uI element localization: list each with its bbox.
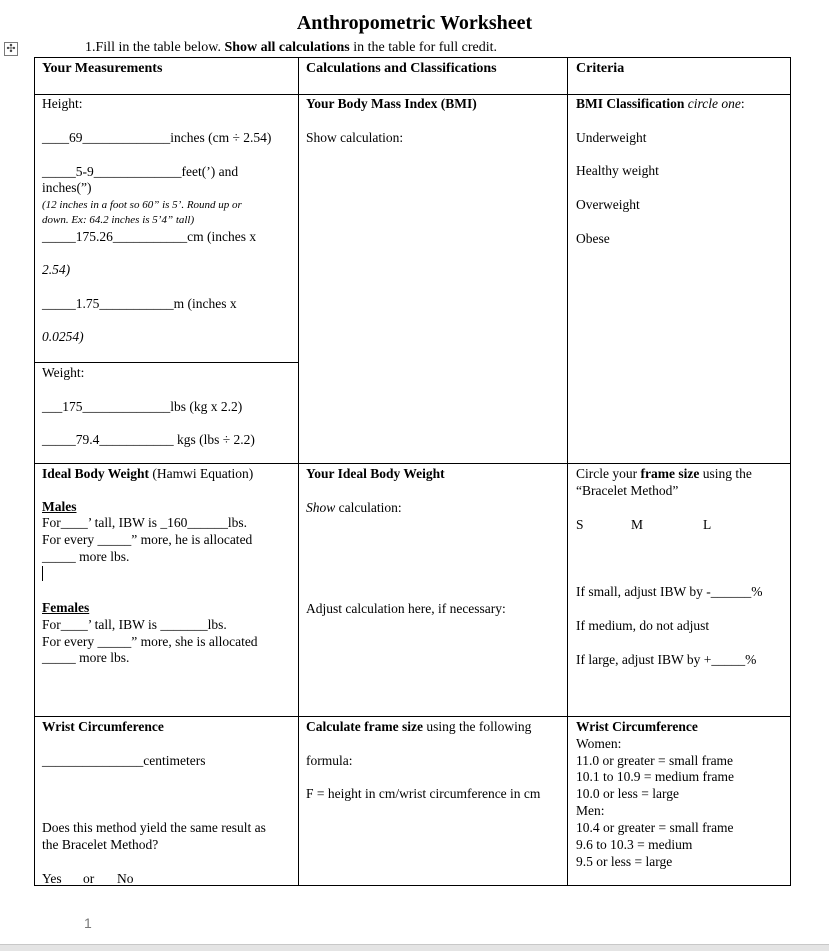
large-adjust-field[interactable]: If large, adjust IBW by +_____% [576,652,757,667]
males-ibw-field[interactable]: For____’ tall, IBW is _160______lbs. [42,515,247,530]
table-move-handle-icon[interactable]: ✣ [4,42,18,56]
frame-option-large[interactable]: L [703,517,712,532]
bmi-show-calculation[interactable]: Show calculation: [306,130,404,145]
your-ibw-heading: Your Ideal Body Weight [306,466,445,481]
col-divider-1 [298,57,299,886]
males-allocation-field[interactable]: _____ more lbs. [42,549,130,564]
table-border-bottom [34,885,791,886]
header-your-measurements: Your Measurements [42,61,163,76]
height-m-field-cont: 0.0254) [42,329,84,344]
ibw-heading: Ideal Body Weight (Hamwi Equation) [42,466,254,481]
frame-option-small[interactable]: S [576,517,584,532]
height-cm-field-cont: 2.54) [42,262,71,277]
rounding-note-cont: down. Ex: 64.2 inches is 5’4” tall) [42,214,195,226]
height-label: Height: [42,96,83,111]
ibw-show-calculation[interactable]: Show calculation: [306,500,402,515]
header-criteria: Criteria [576,61,625,76]
height-feet-field[interactable]: _____5-9_____________feet(’) and [42,164,239,179]
criteria-men-large: 9.5 or less = large [576,854,673,869]
bmi-option-overweight[interactable]: Overweight [576,197,640,212]
method-question: Does this method yield the same result as [42,820,266,835]
ibw-adjust-calculation[interactable]: Adjust calculation here, if necessary: [306,601,506,616]
rounding-note: (12 inches in a foot so 60” is 5’. Round up or [42,199,242,211]
height-weight-divider [34,362,299,363]
frame-size-instruction: Circle your frame size using the [576,466,752,481]
males-increment-field[interactable]: For every _____” more, he is allocated [42,532,253,547]
height-feet-field-cont: inches(”) [42,180,92,195]
females-heading: Females [42,600,90,615]
answer-no[interactable]: No [117,871,134,886]
worksheet-title: Anthropometric Worksheet [296,12,533,34]
answer-or: or [83,871,95,886]
criteria-women-medium: 10.1 to 10.9 = medium frame [576,769,734,784]
table-border-right [790,57,791,886]
instructions: 1.Fill in the table below. Show all calculations in the table for full credit. [85,40,498,55]
bmi-classification-heading: BMI Classification circle one: [576,96,745,111]
row3-divider [34,716,791,717]
criteria-women-large: 10.0 or less = large [576,786,679,801]
page-number: 1 [84,915,92,931]
height-inches-field[interactable]: ____69_____________inches (cm ÷ 2.54) [42,130,272,145]
header-calculations: Calculations and Classifications [306,61,497,76]
criteria-men-medium: 9.6 to 10.3 = medium [576,837,693,852]
weight-label: Weight: [42,365,85,380]
criteria-men-small: 10.4 or greater = small frame [576,820,734,835]
weight-kg-field[interactable]: _____79.4___________ kgs (lbs ÷ 2.2) [42,432,255,447]
small-adjust-field[interactable]: If small, adjust IBW by -______% [576,584,763,599]
height-m-field[interactable]: _____1.75___________m (inches x [42,296,237,311]
wrist-heading: Wrist Circumference [42,719,164,734]
weight-lbs-field[interactable]: ___175_____________lbs (kg x 2.2) [42,399,243,414]
criteria-women-small: 11.0 or greater = small frame [576,753,734,768]
row2-divider [34,463,791,464]
bmi-option-underweight[interactable]: Underweight [576,130,647,145]
table-border-left [34,57,35,886]
frame-formula: F = height in cm/wrist circumference in cm [306,786,541,801]
criteria-women-label: Women: [576,736,622,751]
bmi-option-obese[interactable]: Obese [576,231,610,246]
frame-size-instruction-cont: “Bracelet Method” [576,483,679,498]
method-question-cont: the Bracelet Method? [42,837,159,852]
answer-yes[interactable]: Yes [42,871,62,886]
table-border-top [34,57,791,58]
text-cursor [42,566,43,581]
formula-label: formula: [306,753,353,768]
wrist-criteria-heading: Wrist Circumference [576,719,698,734]
col-divider-2 [567,57,568,886]
wrist-cm-field[interactable]: _______________centimeters [42,753,206,768]
height-cm-field[interactable]: _____175.26___________cm (inches x [42,229,257,244]
frame-option-medium[interactable]: M [631,517,644,532]
header-divider [34,94,791,95]
criteria-men-label: Men: [576,803,605,818]
females-allocation-field[interactable]: _____ more lbs. [42,650,130,665]
females-increment-field[interactable]: For every _____” more, she is allocated [42,634,258,649]
medium-adjust-note: If medium, do not adjust [576,618,710,633]
females-ibw-field[interactable]: For____’ tall, IBW is _______lbs. [42,617,227,632]
calc-frame-heading: Calculate frame size using the following [306,719,532,734]
bmi-option-healthy[interactable]: Healthy weight [576,163,659,178]
males-heading: Males [42,499,77,514]
bmi-heading: Your Body Mass Index (BMI) [306,96,477,111]
